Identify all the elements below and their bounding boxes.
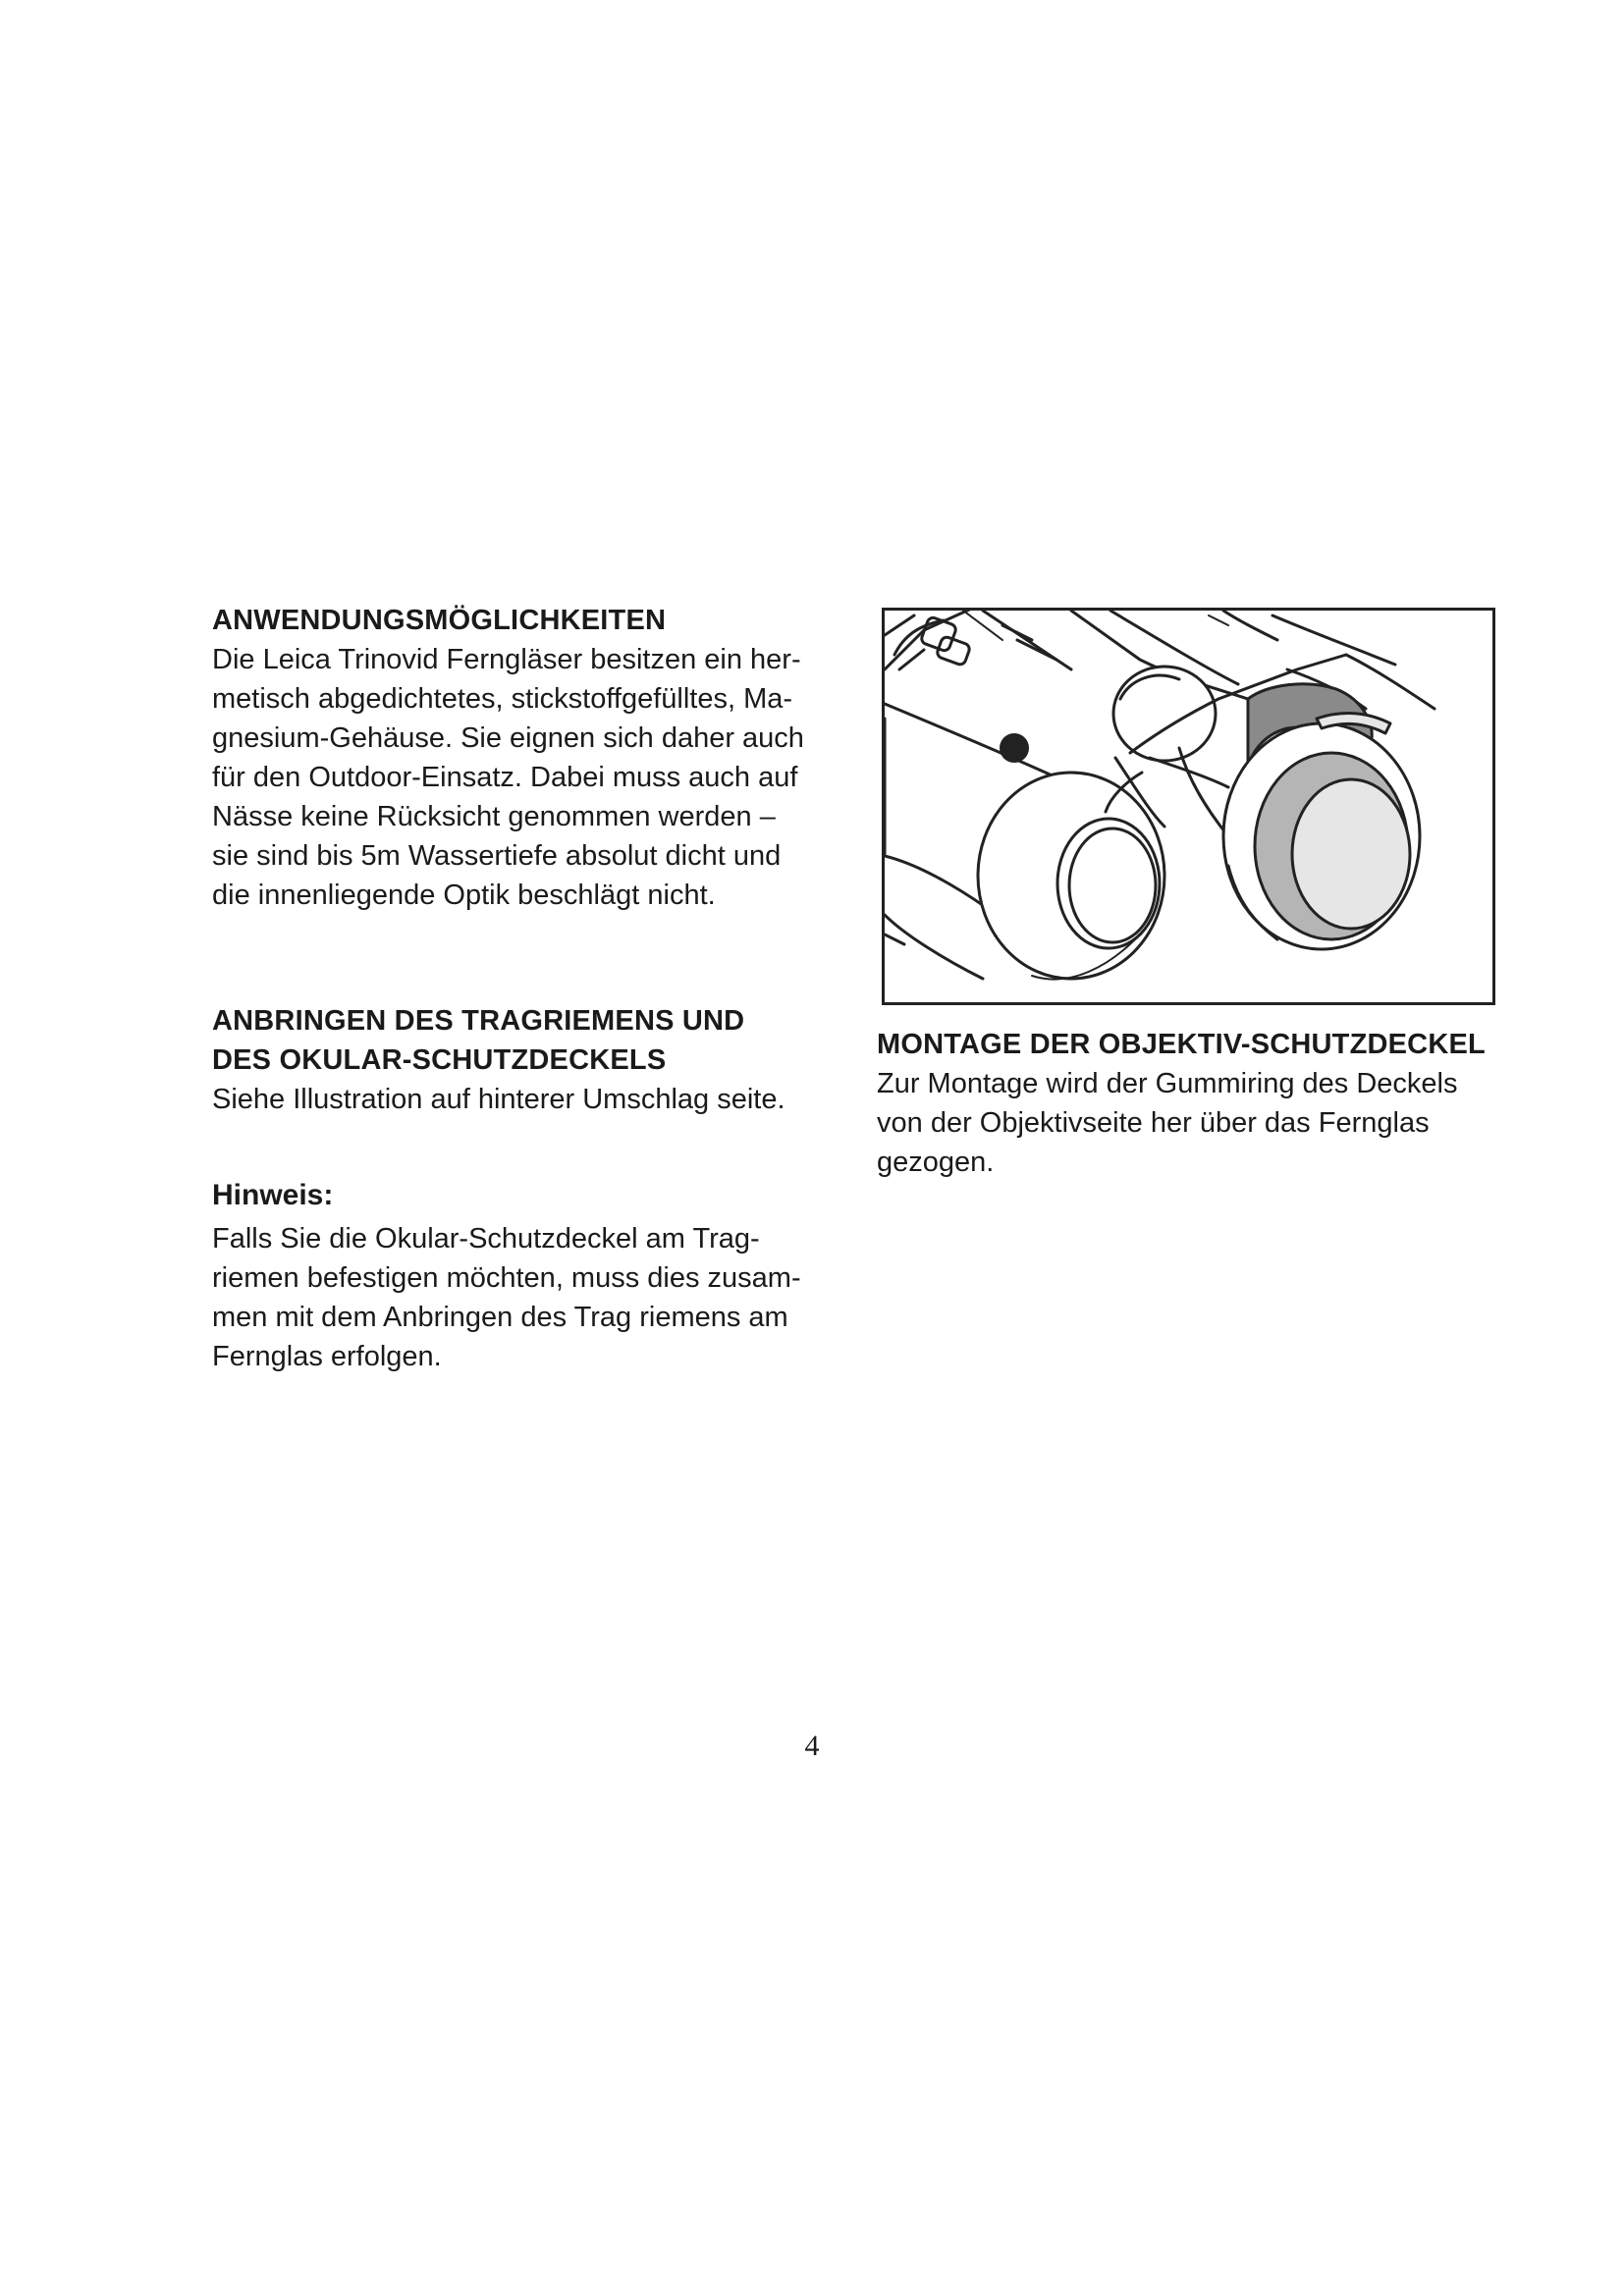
usage-heading: ANWENDUNGSMÖGLICHKEITEN [212,605,667,636]
lens-caps-heading: MONTAGE DER OBJEKTIV-SCHUTZDECKEL [877,1029,1486,1060]
usage-line: Nässe keine Rücksicht genommen werden – [212,801,776,832]
usage-line: für den Outdoor-Einsatz. Dabei muss auch auf [212,762,798,793]
binoculars-drawing [885,611,1492,1002]
usage-line: metisch abgedichtetes, stickstoffgefülltes, Ma- [212,683,793,715]
usage-line: gnesium-Gehäuse. Sie eignen sich daher auch [212,722,804,754]
left-column [212,601,821,1376]
lens-caps-line: gezogen. [877,1147,995,1178]
lens-caps-line: Zur Montage wird der Gummiring des Deckels [877,1068,1458,1099]
note-line: riemen befestigen möchten, muss dies zusam- [212,1262,801,1294]
right-column [877,1025,1505,1182]
note-line: Fernglas erfolgen. [212,1341,442,1372]
note-line: Falls Sie die Okular-Schutzdeckel am Trag- [212,1223,760,1255]
note-title: Hinweis: [212,1179,334,1211]
leica-logo-icon [1000,733,1029,763]
section-strap [212,1001,821,1376]
strap-heading-line: ANBRINGEN DES TRAGRIEMENS UND [212,1005,745,1037]
page-number: 4 [804,1730,820,1762]
usage-line: die innenliegende Optik beschlägt nicht. [212,880,716,911]
section-usage [212,601,821,915]
note-body [212,1219,821,1376]
usage-line: sie sind bis 5m Wassertiefe absolut dicht und [212,840,782,872]
strap-body: Siehe Illustration auf hinterer Umschlag seite. [212,1084,785,1115]
note-line: men mit dem Anbringen des Trag riemens am [212,1302,788,1333]
section-lens-caps [877,1025,1505,1182]
lens-caps-line: von der Objektivseite her über das Fernglas [877,1107,1430,1139]
binoculars-illustration [882,608,1495,1005]
strap-heading-line: DES OKULAR-SCHUTZDECKELS [212,1044,667,1076]
usage-line: Die Leica Trinovid Ferngläser besitzen ein her- [212,644,801,675]
